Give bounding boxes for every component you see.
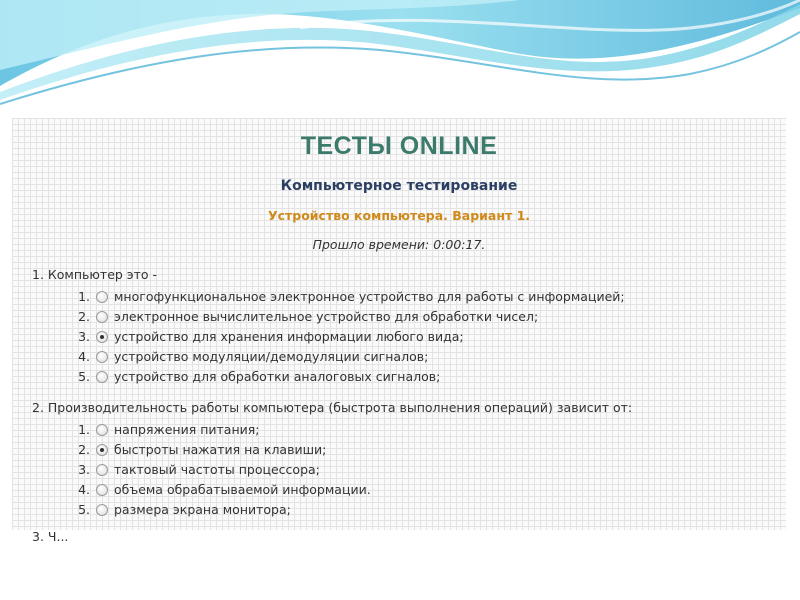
answer-option[interactable] xyxy=(32,327,625,347)
answer-number: 2. xyxy=(78,309,90,324)
radio-button[interactable] xyxy=(96,424,108,436)
answer-option[interactable] xyxy=(32,420,632,440)
answer-number: 1. xyxy=(78,289,90,304)
radio-button[interactable] xyxy=(96,504,108,516)
elapsed-timer: Прошло времени: 0:00:17. xyxy=(312,237,486,252)
test-subtitle: Компьютерное тестирование xyxy=(280,178,518,194)
answer-label[interactable]: быстроты нажатия на клавиши; xyxy=(114,442,327,457)
answer-option[interactable] xyxy=(32,307,625,327)
answer-number: 3. xyxy=(78,462,90,477)
radio-button[interactable] xyxy=(96,291,108,303)
answer-number: 3. xyxy=(78,329,90,344)
question-3-text: 3. Ч... xyxy=(32,529,69,544)
question-1-text: 1. Компьютер это - xyxy=(32,267,158,282)
test-variant: Устройство компьютера. Вариант 1. xyxy=(267,208,531,223)
answer-label[interactable]: тактовый частоты процессора; xyxy=(114,462,320,477)
question-3 xyxy=(32,528,68,546)
answer-option[interactable] xyxy=(32,287,625,307)
answer-number: 4. xyxy=(78,482,90,497)
answer-label[interactable]: многофункциональное электронное устройство для работы с информацией; xyxy=(114,289,625,304)
radio-button-selected[interactable] xyxy=(96,444,108,456)
answer-number: 1. xyxy=(78,422,90,437)
site-title: ТЕСТЫ ONLINE xyxy=(300,132,498,160)
answer-label[interactable]: объема обрабатываемой информации. xyxy=(114,482,371,497)
test-page xyxy=(12,118,786,544)
answer-label[interactable]: размера экрана монитора; xyxy=(114,502,291,517)
question-2 xyxy=(32,399,632,520)
answer-number: 5. xyxy=(78,369,90,384)
radio-button-selected[interactable] xyxy=(96,331,108,343)
answer-option[interactable] xyxy=(32,440,632,460)
decorative-wave xyxy=(0,0,800,110)
answer-option[interactable] xyxy=(32,347,625,367)
answer-option[interactable] xyxy=(32,367,625,387)
radio-button[interactable] xyxy=(96,311,108,323)
question-2-answers xyxy=(32,420,632,520)
answer-option[interactable] xyxy=(32,480,632,500)
answer-number: 2. xyxy=(78,442,90,457)
radio-button[interactable] xyxy=(96,351,108,363)
answer-label[interactable]: устройство для хранения информации любого вида; xyxy=(114,329,464,344)
answer-label[interactable]: устройство модуляции/демодуляции сигналов; xyxy=(114,349,429,364)
question-2-text: 2. Производительность работы компьютера (быстрота выполнения операций) зависит от: xyxy=(32,400,633,415)
answer-number: 5. xyxy=(78,502,90,517)
radio-button[interactable] xyxy=(96,464,108,476)
question-1-answers xyxy=(32,287,625,387)
answer-label[interactable]: электронное вычислительное устройство для обработки чисел; xyxy=(114,309,539,324)
answer-option[interactable] xyxy=(32,460,632,480)
answer-number: 4. xyxy=(78,349,90,364)
answer-label[interactable]: устройство для обработки аналоговых сигналов; xyxy=(114,369,441,384)
answer-option[interactable] xyxy=(32,500,632,520)
answer-label[interactable]: напряжения питания; xyxy=(114,422,260,437)
radio-button[interactable] xyxy=(96,484,108,496)
radio-button[interactable] xyxy=(96,371,108,383)
question-1 xyxy=(32,266,625,387)
